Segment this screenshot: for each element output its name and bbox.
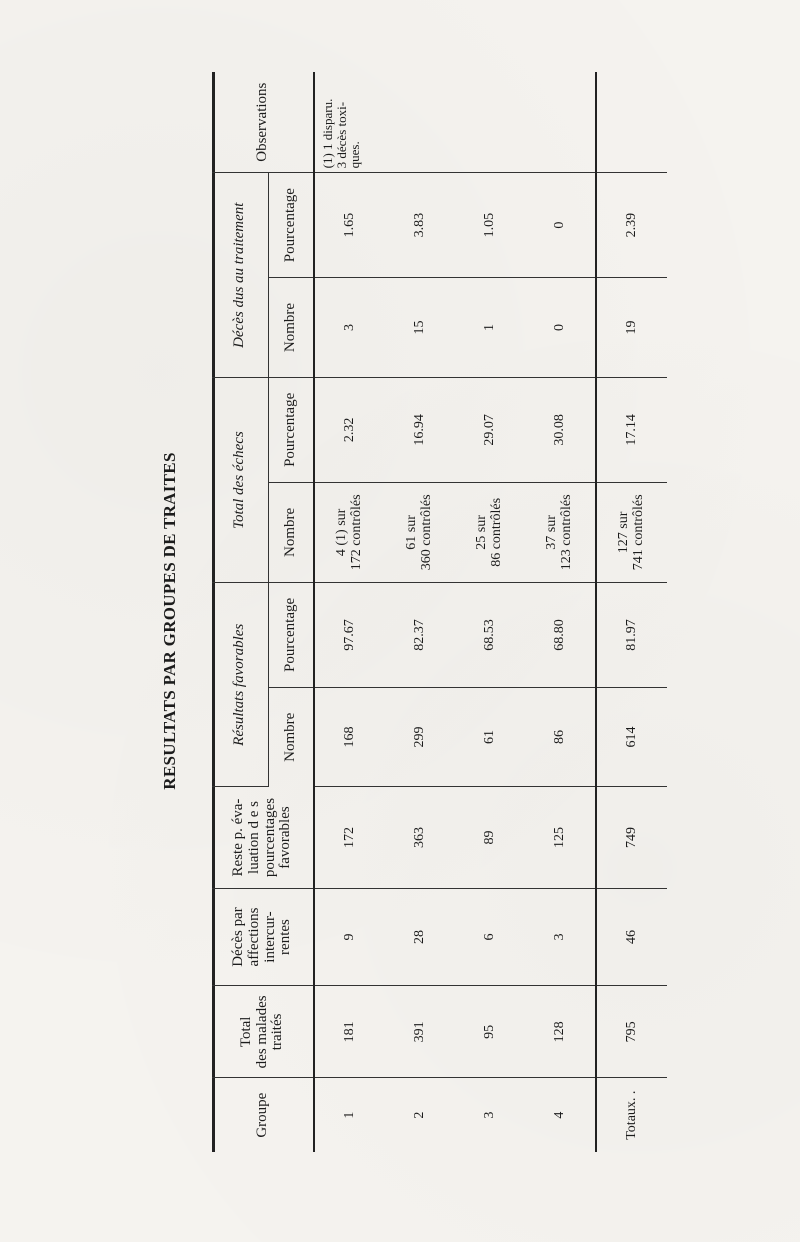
table-row [385, 72, 455, 1152]
cell-deces-inter: 28 [385, 888, 455, 986]
cell-deces-inter: 6 [455, 888, 525, 986]
cell-obs [385, 72, 455, 173]
cell-groupe: 2 [411, 1111, 427, 1119]
cell-ech-pct: 29.07 [455, 378, 525, 483]
cell-obs: (1) 1 disparu. 3 décès toxi- ques. [314, 72, 385, 173]
cell-fav-pct: 81.97 [596, 583, 667, 688]
cell-dec-nombre: 19 [596, 277, 667, 377]
cell-fav-nombre: 86 [525, 687, 596, 787]
cell-obs [455, 72, 525, 173]
header-ech-pct: Pourcentage [269, 378, 315, 483]
cell-obs [596, 72, 667, 173]
header-deces-inter: Décès par affections intercur- rentes [212, 888, 314, 986]
cell-dec-pct: 1.65 [314, 173, 385, 278]
cell-groupe: 4 [551, 1111, 567, 1119]
header-total-echecs: Total des échecs [212, 378, 269, 583]
cell-ech-pct: 16.94 [385, 378, 455, 483]
cell-deces-inter: 9 [314, 888, 385, 986]
cell-groupe: 1 [341, 1111, 357, 1119]
cell-dec-nombre: 1 [455, 277, 525, 377]
cell-fav-nombre: 168 [314, 687, 385, 787]
cell-fav-pct: 82.37 [385, 583, 455, 688]
cell-total: 391 [385, 986, 455, 1078]
results-table [212, 72, 667, 1152]
cell-fav-nombre: 299 [385, 687, 455, 787]
cell-dec-pct: 3.83 [385, 173, 455, 278]
cell-totaux-label: Totaux. . [596, 1078, 667, 1152]
cell-fav-nombre: 61 [455, 687, 525, 787]
cell-ech-nombre: 4 (1) sur 172 contrôlés [314, 482, 385, 583]
cell-ech-pct: 2.32 [314, 378, 385, 483]
table-row [314, 72, 385, 1152]
cell-total: 181 [314, 986, 385, 1078]
totals-row [596, 72, 667, 1152]
cell-reste: 125 [525, 787, 596, 888]
cell-fav-pct: 97.67 [314, 583, 385, 688]
header-fav-nombre: Nombre [269, 687, 315, 787]
cell-dec-pct: 0 [525, 173, 596, 278]
header-dec-pct: Pourcentage [269, 173, 315, 278]
cell-total: 795 [596, 986, 667, 1078]
header-deces-traitement: Décès dus au traitement [212, 173, 269, 378]
cell-ech-nombre: 127 sur 741 contrôlés [596, 482, 667, 583]
cell-reste: 89 [455, 787, 525, 888]
cell-reste: 363 [385, 787, 455, 888]
cell-reste: 749 [596, 787, 667, 888]
cell-ech-nombre: 37 sur 123 contrôlés [525, 482, 596, 583]
header-fav-pct: Pourcentage [269, 583, 315, 688]
cell-groupe: 3 [481, 1111, 497, 1119]
page-title: RESULTATS PAR GROUPES DE TRAITES [160, 452, 179, 790]
cell-ech-pct: 17.14 [596, 378, 667, 483]
cell-total: 95 [455, 986, 525, 1078]
table-row [455, 72, 525, 1152]
header-reste: Reste p. éva- luation d e s pourcentages favorables [212, 787, 314, 888]
header-observations: Observations [212, 72, 314, 173]
cell-fav-nombre: 614 [596, 687, 667, 787]
cell-dec-pct: 1.05 [455, 173, 525, 278]
table-row [525, 72, 596, 1152]
cell-ech-pct: 30.08 [525, 378, 596, 483]
cell-dec-nombre: 15 [385, 277, 455, 377]
cell-ech-nombre: 61 sur 360 contrôlés [385, 482, 455, 583]
cell-reste: 172 [314, 787, 385, 888]
cell-dec-pct: 2.39 [596, 173, 667, 278]
header-total: Total des malades traités [212, 986, 314, 1078]
cell-fav-pct: 68.53 [455, 583, 525, 688]
cell-total: 128 [525, 986, 596, 1078]
cell-ech-nombre: 25 sur 86 contrôlés [455, 482, 525, 583]
cell-deces-inter: 3 [525, 888, 596, 986]
header-resultats-favorables: Résultats favorables [212, 583, 269, 787]
cell-deces-inter: 46 [596, 888, 667, 986]
cell-obs [525, 72, 596, 173]
header-ech-nombre: Nombre [269, 482, 315, 583]
cell-dec-nombre: 0 [525, 277, 596, 377]
cell-dec-nombre: 3 [314, 277, 385, 377]
header-groupe: Groupe [212, 1078, 314, 1152]
cell-fav-pct: 68.80 [525, 583, 596, 688]
header-dec-nombre: Nombre [269, 277, 315, 377]
